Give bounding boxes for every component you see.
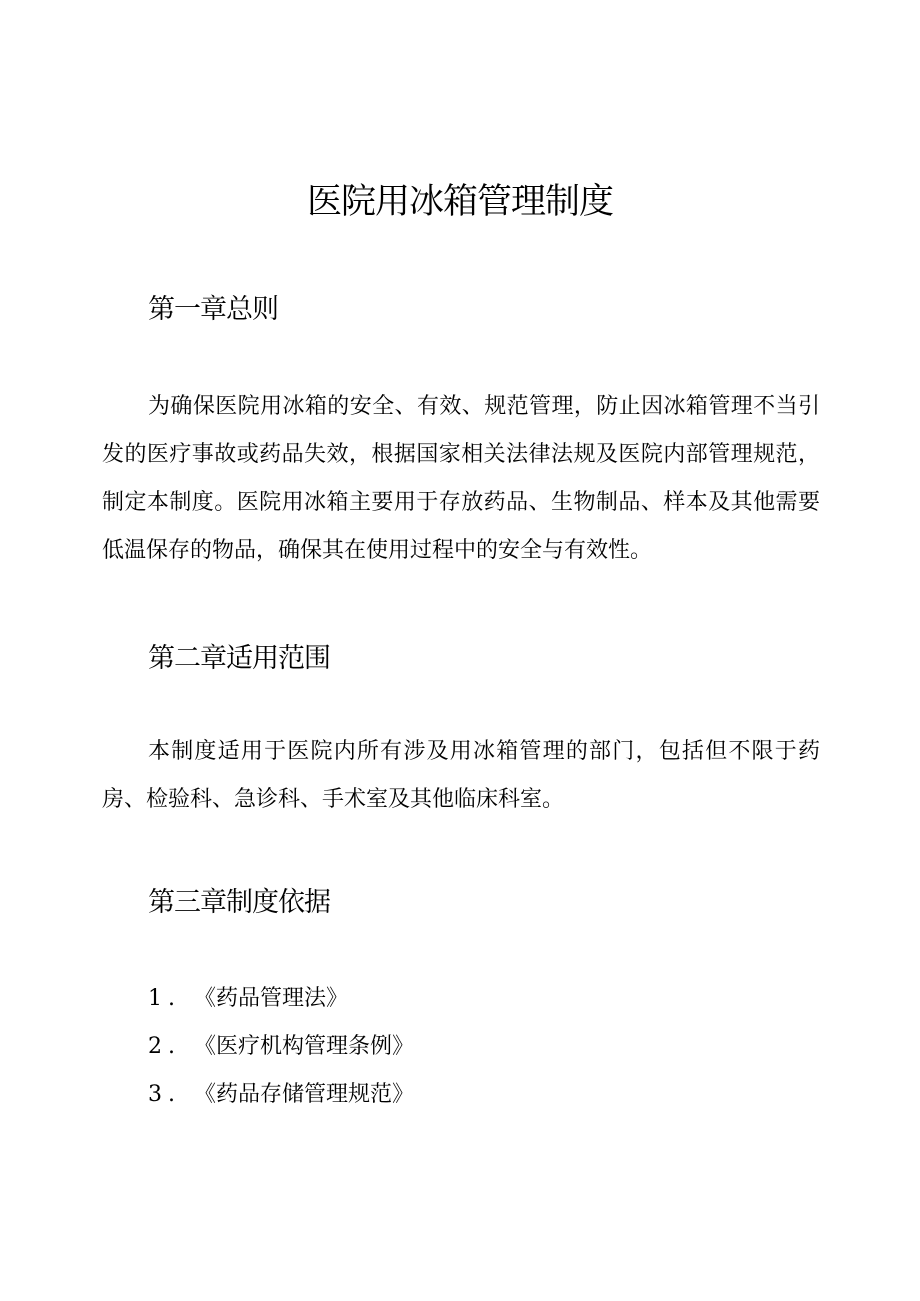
list-item-number: 3. bbox=[148, 1082, 181, 1107]
list-item bbox=[148, 1023, 414, 1071]
list-item-text: 《药品存储管理规范》 bbox=[194, 1082, 415, 1107]
list-item bbox=[148, 975, 414, 1023]
list-item-number: 2. bbox=[148, 1034, 181, 1059]
chapter-1-paragraph: 为确保医院用冰箱的安全、有效、规范管理，防止因冰箱管理不当引发的医疗事故或药品失效，根据国家相关法律法规及医院内部管理规范，制定本制度。医院用冰箱主要用于存放药品、生物制品、样本及其他需要低温保存的物品，确保其在使用过程中的安全与有效性。 bbox=[102, 394, 820, 563]
list-item-number: 1. bbox=[148, 986, 181, 1011]
list-item-text: 《医疗机构管理条例》 bbox=[194, 1034, 415, 1059]
chapter-2-heading: 第二章适用范围 bbox=[148, 643, 330, 674]
reference-list bbox=[148, 975, 414, 1119]
chapter-1-heading: 第一章总则 bbox=[148, 294, 278, 325]
list-item-text: 《药品管理法》 bbox=[194, 986, 349, 1011]
document-title: 医院用冰箱管理制度 bbox=[306, 182, 613, 222]
chapter-3-heading: 第三章制度依据 bbox=[148, 887, 330, 918]
list-item bbox=[148, 1071, 414, 1119]
chapter-2-paragraph: 本制度适用于医院内所有涉及用冰箱管理的部门，包括但不限于药房、检验科、急诊科、手术室及其他临床科室。 bbox=[102, 739, 820, 812]
